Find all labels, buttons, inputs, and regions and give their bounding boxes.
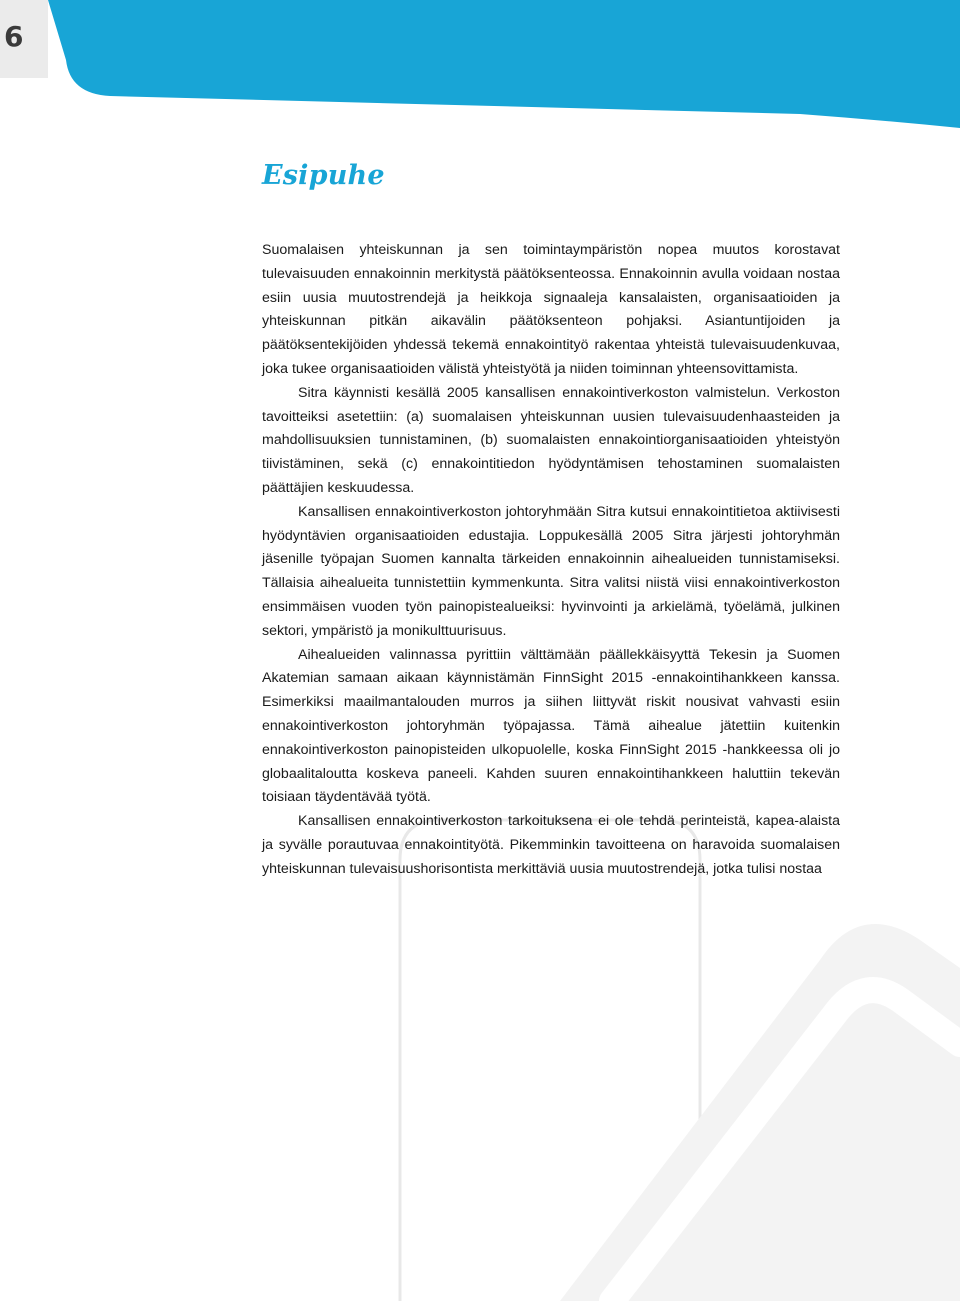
- page-title: Esipuhe: [262, 160, 385, 191]
- paragraph-1: Suomalaisen yhteiskunnan ja sen toimintaympäristön nopea muutos korostavat tulevaisuuden ennakoinnin merkitystä päätöksenteossa. Ennakoinnin avulla voidaan nostaa esiin uusia muutostrendejä ja heikkoja signaaleja kansalaisten, organisaatioiden ja yhteiskunnan pitkän aikavälin päätöksenteon pohjaksi. Asiantuntijoiden ja päätöksentekijöiden yhdessä tekemä ennakointityö rakentaa yhteistä tulevaisuudenkuvaa, joka tukee organisaatioiden välistä yhteistyötä ja niiden toiminnan yhteensovittamista.: [262, 242, 840, 377]
- page-number: 6: [4, 20, 24, 53]
- paragraph-2: Sitra käynnisti kesällä 2005 kansallisen ennakointiverkoston valmistelun. Verkoston tavoitteiksi asetettiin: (a) suomalaisen yhteiskunnan uusien tulevaisuudenhaasteiden ja mahdollisuuksien tunnistaminen, (b) suomalaisten ennakointiorganisaatioiden yhteistyön tiivistäminen, sekä (c) ennakointitiedon hyödyntämisen tehostaminen suomalaisten päättäjien keskuudessa.: [262, 384, 840, 496]
- header-banner: [0, 0, 960, 130]
- paragraph-4: Aihealueiden valinnassa pyrittiin välttämään päällekkäisyyttä Tekesin ja Suomen Akatemian samaan aikaan käynnistämän FinnSight 2015 -ennakointihankkeen kanssa. Esimerkiksi maailmantalouden murros ja siihen liittyvät riskit nousivat vahvasti esiin ennakointiverkoston johtoryhmän työpajassa. Tämä aihealue jätettiin kuitenkin ennakointiverkoston painopisteiden ulkopuolelle, koska FinnSight 2015 -hankkeessa oli jo globaalitaloutta koskeva paneeli. Kahden suuren ennakointihankkeen haluttiin tekevän toisiaan täydentävää työtä.: [262, 646, 840, 806]
- paragraph-5: Kansallisen ennakointiverkoston tarkoituksena ei ole tehdä perinteistä, kapea-alaista ja syvälle porautuvaa ennakointityötä. Pikemminkin tavoitteena on haravoida suomalaisen yhteiskunnan tulevaisuushorisontista merkittäviä uusia muutostrendejä, jotka tulisi nostaa: [262, 813, 840, 877]
- paragraph-3: Kansallisen ennakointiverkoston johtoryhmään Sitra kutsui ennakointitietoa aktiivisesti hyödyntävien organisaatioiden edustajia. Loppukesällä 2005 Sitra järjesti johtoryhmän jäsenille työpajan Suomen kannalta tärkeiden ennakoinnin aihealueiden tunnistamiseksi. Tällaisia aihealueita tunnistettiin kymmenkunta. Sitra valitsi niistä viisi ennakointiverkoston ensimmäisen vuoden työn painopistealueiksi: hyvinvointi ja arkielämä, työelämä, julkinen sektori, ympäristö ja monikulttuurisuus.: [262, 503, 840, 639]
- article: [262, 160, 840, 882]
